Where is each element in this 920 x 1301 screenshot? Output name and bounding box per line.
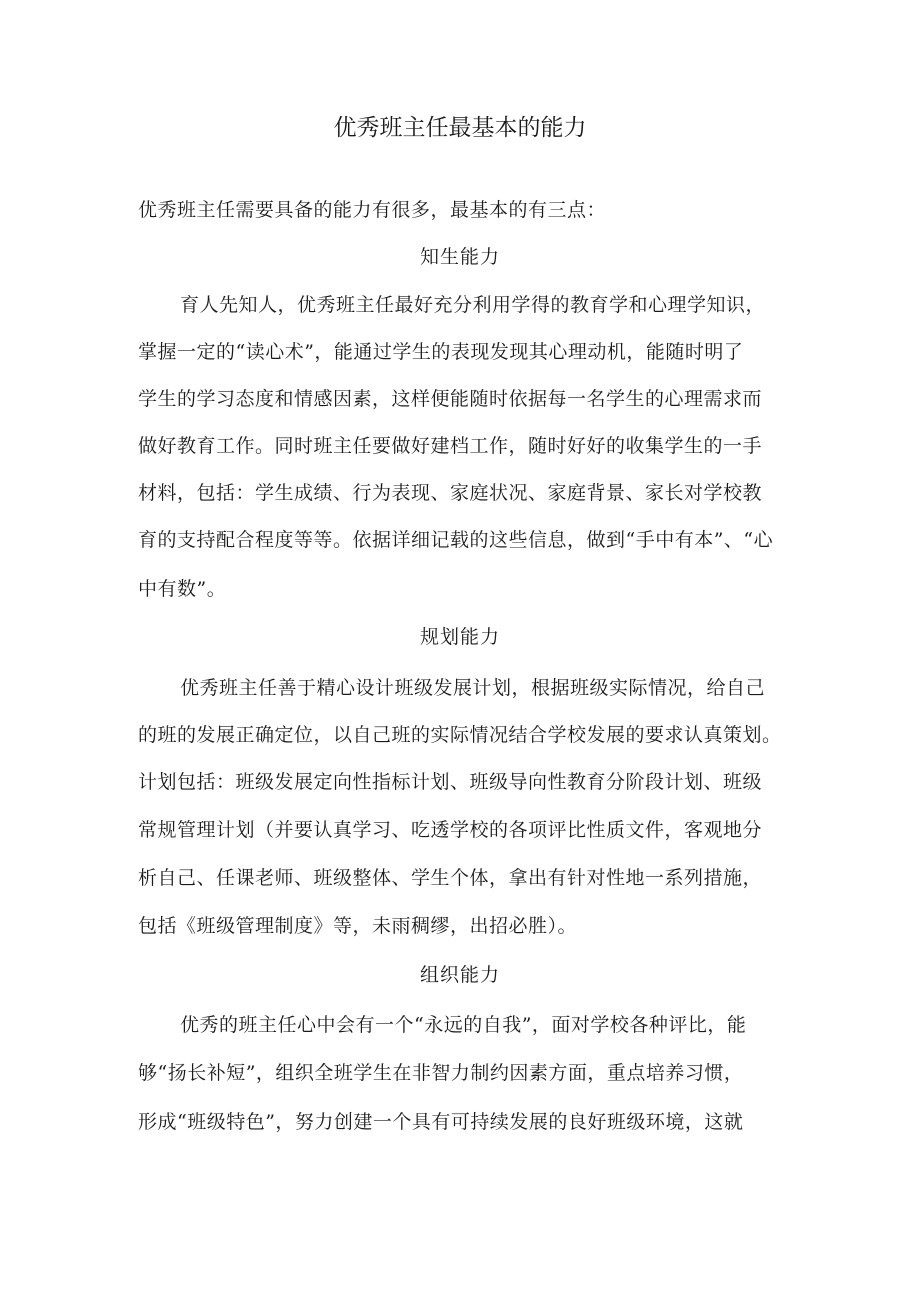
intro-paragraph: 优秀班主任需要具备的能力有很多，最基本的有三点： <box>138 199 607 221</box>
paragraph-line: 中有数”。 <box>138 578 227 600</box>
section-heading-guihua: 规划能力 <box>419 626 500 648</box>
paragraph-line: 够“扬长补短”，组织全班学生在非智力制约因素方面，重点培养习惯， <box>138 1062 744 1084</box>
paragraph-line: 形成“班级特色”，努力创建一个具有可持续发展的良好班级环境，这就 <box>138 1111 744 1133</box>
paragraph-line: 析自己、任课老师、班级整体、学生个体，拿出有针对性地一系列措施， <box>138 867 763 889</box>
paragraph-line: 掌握一定的“读心术”，能通过学生的表现发现其心理动机，能随时明了 <box>138 341 744 363</box>
section-heading-zhisheng: 知生能力 <box>419 246 500 268</box>
paragraph-line: 学生的学习态度和情感因素，这样便能随时依据每一名学生的心理需求而 <box>138 388 763 410</box>
paragraph-line: 计划包括：班级发展定向性指标计划、班级导向性教育分阶段计划、班级 <box>138 771 763 793</box>
paragraph-line: 做好教育工作。同时班主任要做好建档工作，随时好好的收集学生的一手 <box>138 435 763 457</box>
paragraph-line: 育人先知人，优秀班主任最好充分利用学得的教育学和心理学知识， <box>180 294 766 316</box>
paragraph-line: 育的支持配合程度等等。依据详细记载的这些信息，做到“手中有本”、“心 <box>138 529 774 551</box>
document-title: 优秀班主任最基本的能力 <box>333 115 587 141</box>
section-heading-zuzhi: 组织能力 <box>419 964 500 986</box>
paragraph-line: 优秀班主任善于精心设计班级发展计划，根据班级实际情况，给自己 <box>180 677 766 699</box>
paragraph-line: 优秀的班主任心中会有一个“永远的自我”，面对学校各种评比，能 <box>180 1014 747 1036</box>
paragraph-line: 常规管理计划（并要认真学习、吃透学校的各项评比性质文件，客观地分 <box>138 819 763 841</box>
paragraph-line: 的班的发展正确定位，以自己班的实际情况结合学校发展的要求认真策划。 <box>138 724 782 746</box>
paragraph-line: 包括《班级管理制度》等，未雨稠缪，出招必胜）。 <box>138 915 578 937</box>
paragraph-line: 材料，包括：学生成绩、行为表现、家庭状况、家庭背景、家长对学校教 <box>138 482 763 504</box>
